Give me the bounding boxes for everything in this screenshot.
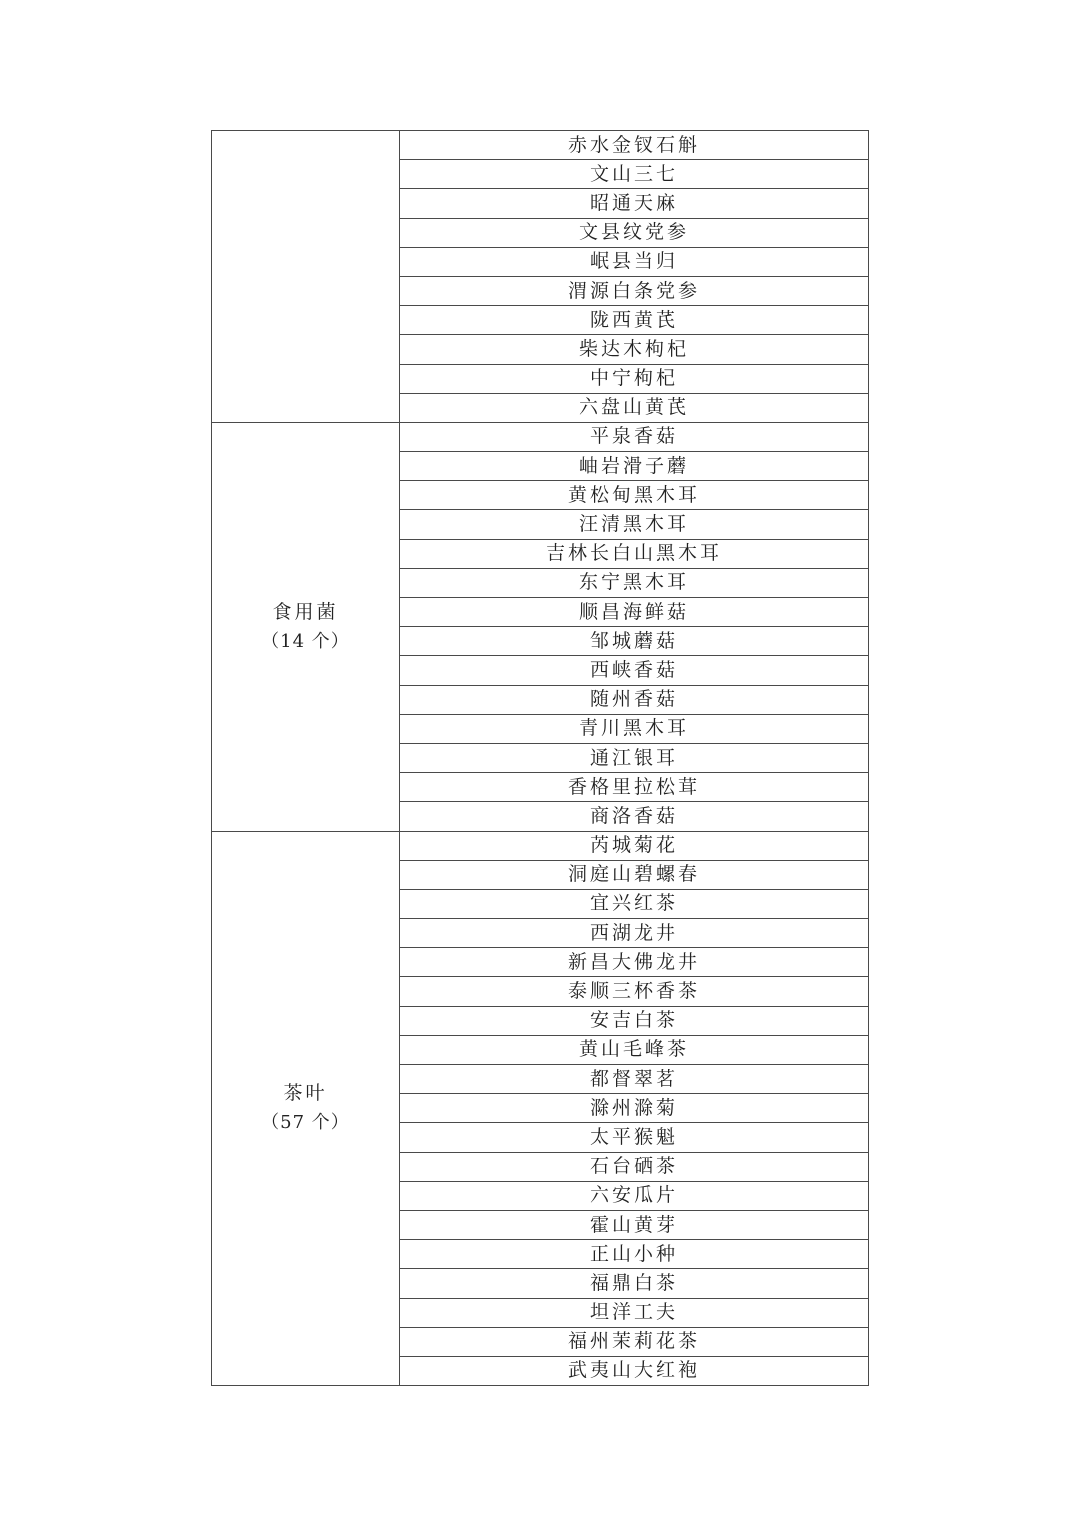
category-name: 食用菌 bbox=[272, 600, 339, 623]
product-name-cell: 柴达木枸杞 bbox=[400, 335, 869, 364]
product-name-cell: 坦洋工夫 bbox=[400, 1298, 869, 1327]
category-cell bbox=[212, 131, 400, 423]
product-table-body bbox=[212, 131, 869, 1386]
product-name-cell: 顺昌海鲜菇 bbox=[400, 598, 869, 627]
category-cell bbox=[212, 422, 400, 831]
product-name-cell: 东宁黑木耳 bbox=[400, 568, 869, 597]
product-name-cell: 文山三七 bbox=[400, 160, 869, 189]
product-name-cell: 中宁枸杞 bbox=[400, 364, 869, 393]
product-name-cell: 岷县当归 bbox=[400, 247, 869, 276]
product-name-cell: 六盘山黄芪 bbox=[400, 393, 869, 422]
product-name-cell: 青川黑木耳 bbox=[400, 714, 869, 743]
product-name-cell: 陇西黄芪 bbox=[400, 306, 869, 335]
product-name-cell: 渭源白条党参 bbox=[400, 276, 869, 305]
product-name-cell: 商洛香菇 bbox=[400, 802, 869, 831]
product-name-cell: 太平猴魁 bbox=[400, 1123, 869, 1152]
product-name-cell: 平泉香菇 bbox=[400, 422, 869, 451]
product-name-cell: 新昌大佛龙井 bbox=[400, 948, 869, 977]
product-name-cell: 文县纹党参 bbox=[400, 218, 869, 247]
product-name-cell: 芮城菊花 bbox=[400, 831, 869, 860]
product-name-cell: 宜兴红茶 bbox=[400, 889, 869, 918]
product-name-cell: 赤水金钗石斛 bbox=[400, 131, 869, 160]
category-count: （14 个） bbox=[261, 630, 350, 652]
category-cell bbox=[212, 831, 400, 1386]
product-name-cell: 黄山毛峰茶 bbox=[400, 1035, 869, 1064]
table-row bbox=[212, 131, 869, 160]
product-name-cell: 福鼎白茶 bbox=[400, 1269, 869, 1298]
product-name-cell: 福州茉莉花茶 bbox=[400, 1327, 869, 1356]
product-name-cell: 六安瓜片 bbox=[400, 1181, 869, 1210]
product-name-cell: 通江银耳 bbox=[400, 743, 869, 772]
product-name-cell: 霍山黄芽 bbox=[400, 1210, 869, 1239]
product-name-cell: 黄松甸黑木耳 bbox=[400, 481, 869, 510]
product-name-cell: 随州香菇 bbox=[400, 685, 869, 714]
product-name-cell: 西湖龙井 bbox=[400, 919, 869, 948]
product-name-cell: 昭通天麻 bbox=[400, 189, 869, 218]
table-row bbox=[212, 831, 869, 860]
product-table bbox=[211, 130, 869, 1386]
product-name-cell: 西峡香菇 bbox=[400, 656, 869, 685]
product-name-cell: 石台硒茶 bbox=[400, 1152, 869, 1181]
product-name-cell: 泰顺三杯香茶 bbox=[400, 977, 869, 1006]
product-name-cell: 邹城蘑菇 bbox=[400, 627, 869, 656]
product-name-cell: 吉林长白山黑木耳 bbox=[400, 539, 869, 568]
product-name-cell: 武夷山大红袍 bbox=[400, 1356, 869, 1385]
table-row bbox=[212, 422, 869, 451]
product-name-cell: 正山小种 bbox=[400, 1240, 869, 1269]
product-name-cell: 洞庭山碧螺春 bbox=[400, 860, 869, 889]
product-name-cell: 汪清黑木耳 bbox=[400, 510, 869, 539]
product-name-cell: 岫岩滑子蘑 bbox=[400, 452, 869, 481]
category-name: 茶叶 bbox=[283, 1082, 328, 1105]
category-count: （57 个） bbox=[261, 1112, 350, 1134]
product-name-cell: 香格里拉松茸 bbox=[400, 773, 869, 802]
product-name-cell: 滁州滁菊 bbox=[400, 1094, 869, 1123]
product-name-cell: 都督翠茗 bbox=[400, 1065, 869, 1094]
product-name-cell: 安吉白茶 bbox=[400, 1006, 869, 1035]
